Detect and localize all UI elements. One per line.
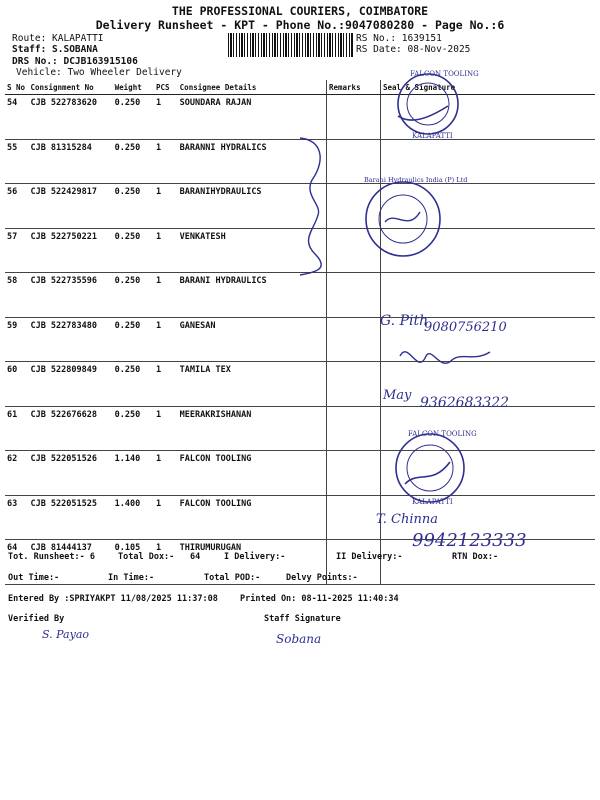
row-weight: 0.250 (113, 228, 154, 273)
stamp-text-barani: Barani Hydraulics India (P) Ltd (364, 176, 468, 184)
row-weight: 0.105 (113, 540, 154, 585)
delvy-points: Delvy Points:- (286, 573, 358, 583)
row-consignee: FALCON TOOLING (178, 451, 327, 496)
row-consignment: CJB 522735596 (28, 273, 112, 318)
row-pcs: 1 (154, 406, 178, 451)
row-sno: 56 (5, 184, 28, 229)
runsheet-subtitle: Delivery Runsheet - KPT - Phone No.:9047080280 - Page No.:6 (95, 18, 505, 32)
row-consignee: BARANNI HYDRALICS (178, 139, 327, 184)
row-sno: 60 (5, 362, 28, 407)
row-pcs: 1 (154, 228, 178, 273)
barani-stamp (366, 182, 440, 256)
row-consignment: CJB 522429817 (28, 184, 112, 229)
row-weight: 1.140 (113, 451, 154, 496)
col-consignment: Consignment No (28, 80, 112, 95)
row-sno: 64 (5, 540, 28, 585)
total-dox-value: 64 (190, 552, 201, 562)
row-pcs: 1 (154, 317, 178, 362)
row-sno: 62 (5, 451, 28, 496)
row-consignment: CJB 522051525 (28, 495, 112, 540)
in-time: In Time:- (108, 573, 155, 583)
rs-number: RS No.: 1639151 (356, 33, 442, 44)
row-sno: 57 (5, 228, 28, 273)
kalapatti-stamp-top (398, 74, 458, 134)
row-consignment: CJB 522809849 (28, 362, 112, 407)
row-sno: 54 (5, 95, 28, 140)
row-consignee: BARANIHYDRAULICS (178, 184, 327, 229)
out-time: Out Time:- (8, 573, 60, 583)
stamp-text-top: FALCON TOOLING (410, 70, 479, 78)
phone-59: 9080756210 (424, 320, 507, 335)
row-consignment: CJB 522051526 (28, 451, 112, 496)
row-consignment: CJB 522750221 (28, 228, 112, 273)
entered-by: Entered By :SPRIYAKPT 11/08/2025 11:37:08 (8, 594, 218, 604)
rs-date: RS Date: 08-Nov-2025 (356, 44, 471, 55)
row-weight: 1.400 (113, 495, 154, 540)
total-pod: Total POD:- (204, 573, 261, 583)
i-delivery: I Delivery:- (224, 552, 286, 562)
phone-64: 9942123333 (412, 530, 527, 551)
row-consignment: CJB 522783620 (28, 95, 112, 140)
stamp-text-bottom-kalapatti: KALAPATTI (412, 498, 453, 506)
col-consignee: Consignee Details (178, 80, 327, 95)
row-consignee: FALCON TOOLING (178, 495, 327, 540)
signature-64: T. Chinna (376, 512, 438, 527)
row-consignment: CJB 522783480 (28, 317, 112, 362)
row-weight: 0.250 (113, 406, 154, 451)
total-runsheet: Tot. Runsheet:- 6 (8, 552, 95, 562)
row-pcs: 1 (154, 451, 178, 496)
row-pcs: 1 (154, 95, 178, 140)
row-weight: 0.250 (113, 139, 154, 184)
row-sno: 59 (5, 317, 28, 362)
stamp-text-bottom: FALCON TOOLING (408, 430, 477, 438)
row-consignee: TAMILA TEX (178, 362, 327, 407)
row-weight: 0.250 (113, 362, 154, 407)
vehicle-label: Vehicle: Two Wheeler Delivery (16, 67, 182, 78)
row-weight: 0.250 (113, 273, 154, 318)
row-pcs: 1 (154, 273, 178, 318)
row-pcs: 1 (154, 184, 178, 229)
row-consignment: CJB 81444137 (28, 540, 112, 585)
row-sno: 63 (5, 495, 28, 540)
staff-signature-label: Staff Signature (264, 614, 341, 624)
drs-label: DRS No.: DCJB163915106 (12, 56, 138, 67)
row-pcs: 1 (154, 540, 178, 585)
printed-on: Printed On: 08-11-2025 11:40:34 (240, 594, 399, 604)
company-title: THE PROFESSIONAL COURIERS, COIMBATORE (171, 4, 429, 18)
brace-mark (300, 138, 321, 275)
stamp-text-top-kalapatti: KALAPATTI (412, 132, 453, 140)
row-consignment: CJB 81315284 (28, 139, 112, 184)
col-pcs: PCS (154, 80, 178, 95)
row-pcs: 1 (154, 495, 178, 540)
staff-signature: Sobana (276, 632, 322, 646)
verified-by-label: Verified By (8, 614, 65, 624)
col-weight: Weight (113, 80, 154, 95)
phone-61: 9362683322 (420, 395, 510, 411)
row-consignee: BARANI HYDRAULICS (178, 273, 327, 318)
row-weight: 0.250 (113, 95, 154, 140)
row-sno: 58 (5, 273, 28, 318)
row-consignee: MEERAKRISHANAN (178, 406, 327, 451)
row-sno: 61 (5, 406, 28, 451)
rtn-dox: RTN Dox:- (452, 552, 499, 562)
route-label: Route: KALAPATTI (12, 33, 104, 44)
row-weight: 0.250 (113, 317, 154, 362)
kalapatti-stamp-bottom (396, 434, 464, 502)
signature-scribble-60 (400, 352, 490, 363)
col-seal: Seal & Signature (380, 80, 595, 95)
col-remarks: Remarks (326, 80, 380, 95)
row-pcs: 1 (154, 362, 178, 407)
signature-61: May (383, 388, 412, 403)
verified-signature: S. Payao (42, 628, 89, 641)
ii-delivery: II Delivery:- (336, 552, 403, 562)
row-consignee: GANESAN (178, 317, 327, 362)
col-sno: S No (5, 80, 28, 95)
row-weight: 0.250 (113, 184, 154, 229)
signature-59: G. Pith (380, 313, 429, 329)
row-consignee: THIRUMURUGAN (178, 540, 327, 585)
row-consignment: CJB 522676628 (28, 406, 112, 451)
row-pcs: 1 (154, 139, 178, 184)
staff-label: Staff: S.SOBANA (12, 44, 98, 55)
row-consignee: VENKATESH (178, 228, 327, 273)
total-dox-label: Total Dox:- (118, 552, 175, 562)
row-sno: 55 (5, 139, 28, 184)
row-consignee: SOUNDARA RAJAN (178, 95, 327, 140)
